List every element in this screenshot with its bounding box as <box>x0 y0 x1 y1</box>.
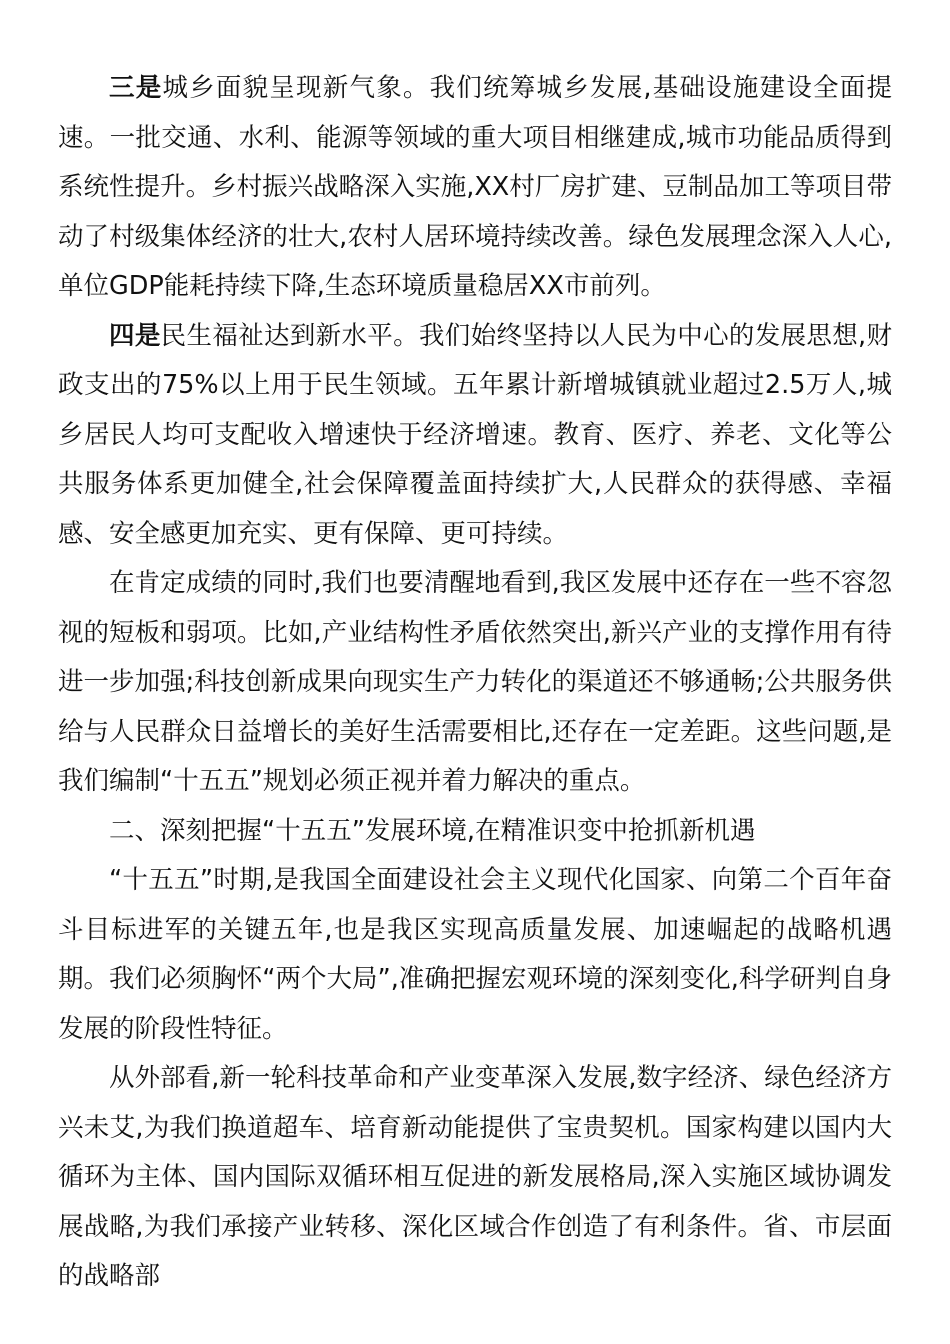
paragraph-livelihood <box>58 312 892 560</box>
paragraph-text: 从外部看,新一轮科技革命和产业变革深入发展,数字经济、绿色经济方兴未艾,为我们换道超车、培育新动能提供了宝贵契机。国家构建以国内大循环为主体、国内国际双循环相互促进的新发展格局,深入实施区域协调发展战略,为我们承接产业转移、深化区域合作创造了有利条件。省、市层面的战略部 <box>58 1063 892 1291</box>
paragraph-text: 在肯定成绩的同时,我们也要清醒地看到,我区发展中还存在一些不容忽视的短板和弱项。比如,产业结构性矛盾依然突出,新兴产业的支撑作用有待进一步加强;科技创新成果向现实生产力转化的渠道还不够通畅;公共服务供给与人民群众日益增长的美好生活需要相比,还存在一定差距。这些问题,是我们编制“十五五”规划必须正视并着力解决的重点。 <box>58 568 892 796</box>
paragraph-shortcomings <box>58 559 892 807</box>
paragraph-text: 民生福祉达到新水平。我们始终坚持以人民为中心的发展思想,财政支出的75%以上用于民生领域。五年累计新增城镇就业超过2.5万人,城乡居民人均可支配收入增速快于经济增速。教育、医疗、养老、文化等公共服务体系更加健全,社会保障覆盖面持续扩大,人民群众的获得感、幸福感、安全感更加充实、更有保障、更可持续。 <box>58 320 892 549</box>
paragraph-external <box>58 1054 892 1302</box>
paragraph-period <box>58 856 892 1054</box>
paragraph-lead: 四是 <box>109 320 161 351</box>
paragraph-urban-rural <box>58 64 892 312</box>
paragraph-text: “十五五”时期,是我国全面建设社会主义现代化国家、向第二个百年奋斗目标进军的关键五年,也是我区实现高质量发展、加速崛起的战略机遇期。我们必须胸怀“两个大局”,准确把握宏观环境的深刻变化,科学研判自身发展的阶段性特征。 <box>58 865 892 1044</box>
paragraph-lead: 三是 <box>109 73 163 103</box>
paragraph-text: 城乡面貌呈现新气象。我们统筹城乡发展,基础设施建设全面提速。一批交通、水利、能源等领域的重大项目相继建成,城市功能品质得到系统性提升。乡村振兴战略深入实施,XX村厂房扩建、豆制品加工等项目带动了村级集体经济的壮大,农村人居环境持续改善。绿色发展理念深入人心,单位GDP能耗持续下降,生态环境质量稳居XX市前列。 <box>58 73 892 301</box>
section-heading: 二、深刻把握“十五五”发展环境,在精准识变中抢抓新机遇 <box>109 815 756 846</box>
